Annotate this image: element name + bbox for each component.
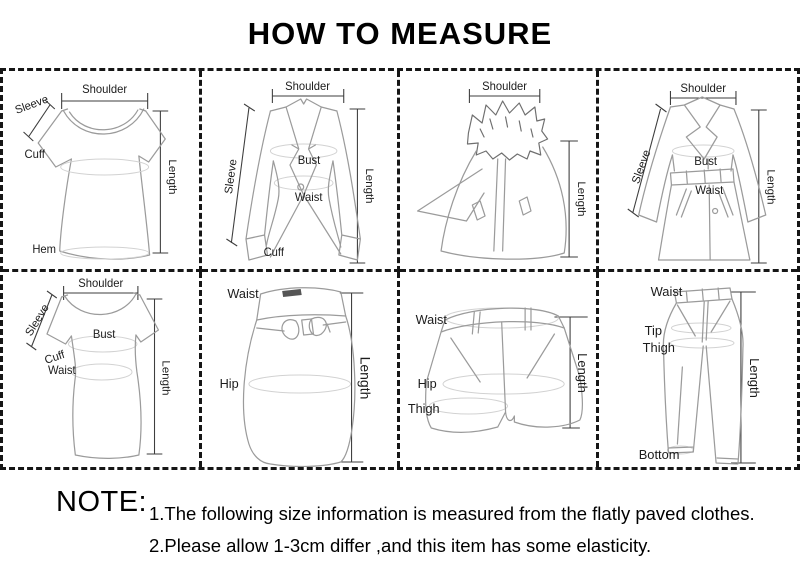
bust-label: Bust	[92, 328, 116, 342]
panel-trousers	[599, 272, 798, 467]
waist-label: Waist	[226, 285, 259, 302]
length-label: Length	[159, 360, 172, 396]
hem-label: Hem	[32, 243, 57, 257]
trousers-drawing	[599, 272, 798, 467]
page-title: HOW TO MEASURE	[247, 16, 553, 51]
measure-grid	[0, 68, 800, 470]
waist-guide-line	[71, 364, 132, 380]
shoulder-label: Shoulder	[82, 83, 128, 97]
tip-label: Tip	[644, 322, 662, 339]
bust-label: Bust	[693, 155, 717, 169]
sleeve-label: Sleeve	[222, 158, 240, 195]
blazer-drawing	[202, 71, 398, 269]
tip-guide-line	[671, 323, 731, 333]
bottom-label: Bottom	[638, 446, 680, 463]
hip-label: Hip	[219, 375, 239, 392]
sleeve-label: Sleeve	[13, 93, 50, 117]
sleeve-label: Sleeve	[23, 302, 52, 339]
shorts-outline	[426, 308, 583, 432]
panel-tshirt	[3, 71, 202, 272]
shoulder-label: Shoulder	[679, 82, 726, 96]
thigh-label: Thigh	[407, 400, 440, 417]
length-label: Length	[356, 356, 373, 400]
panel-trench-coat	[599, 71, 798, 272]
bust-guide-line	[61, 159, 149, 175]
shoulder-label: Shoulder	[78, 277, 124, 291]
note-line-2: 2.Please allow 1-3cm differ ,and this item has some elasticity.	[149, 535, 652, 556]
panel-skirt	[202, 272, 401, 467]
note-heading: NOTE:	[56, 486, 148, 518]
skirt-outline	[243, 288, 354, 467]
fur-cape-drawing	[400, 71, 596, 269]
length-label: Length	[574, 353, 590, 393]
length-label: Length	[764, 169, 777, 205]
cuff-label: Cuff	[24, 148, 45, 162]
cuff-label: Cuff	[263, 246, 284, 260]
bust-label: Bust	[297, 154, 320, 168]
shoulder-label: Shoulder	[284, 80, 330, 94]
waistband-clasp	[282, 289, 302, 297]
cuff-label: Cuff	[43, 348, 67, 367]
blazer-outline	[245, 99, 359, 260]
fur-collar	[467, 101, 547, 160]
thigh-label: Thigh	[642, 339, 675, 356]
hip-guide-line	[248, 375, 350, 393]
length-label: Length	[362, 168, 375, 204]
hip-label: Hip	[417, 375, 437, 392]
tshirt-drawing	[3, 71, 199, 269]
cape-outline	[418, 147, 567, 259]
trousers-outline	[663, 288, 743, 464]
dress-drawing	[3, 272, 199, 467]
tshirt-outline	[38, 109, 165, 259]
sleeve-label: Sleeve	[629, 148, 653, 186]
skirt-drawing	[202, 272, 398, 467]
length-label: Length	[746, 358, 762, 398]
panel-blazer	[202, 71, 401, 272]
waist-label: Waist	[47, 364, 76, 378]
length-label: Length	[574, 181, 587, 217]
shorts-drawing	[400, 272, 596, 467]
trench-coat-drawing	[599, 71, 798, 269]
shoulder-label: Shoulder	[482, 80, 528, 94]
note-line-1: 1.The following size information is measured from the flatly paved clothes.	[149, 503, 755, 524]
waist-label: Waist	[694, 184, 723, 198]
length-label: Length	[166, 159, 179, 195]
thigh-guide-line	[429, 398, 507, 414]
hem-guide-line	[61, 247, 149, 259]
waist-label: Waist	[650, 283, 682, 300]
panel-fur-cape	[400, 71, 599, 272]
cape-dimension-lines	[469, 89, 578, 257]
panel-shorts	[400, 272, 599, 467]
panel-dress	[3, 272, 202, 467]
waist-label: Waist	[415, 311, 447, 328]
waist-label: Waist	[294, 191, 323, 205]
